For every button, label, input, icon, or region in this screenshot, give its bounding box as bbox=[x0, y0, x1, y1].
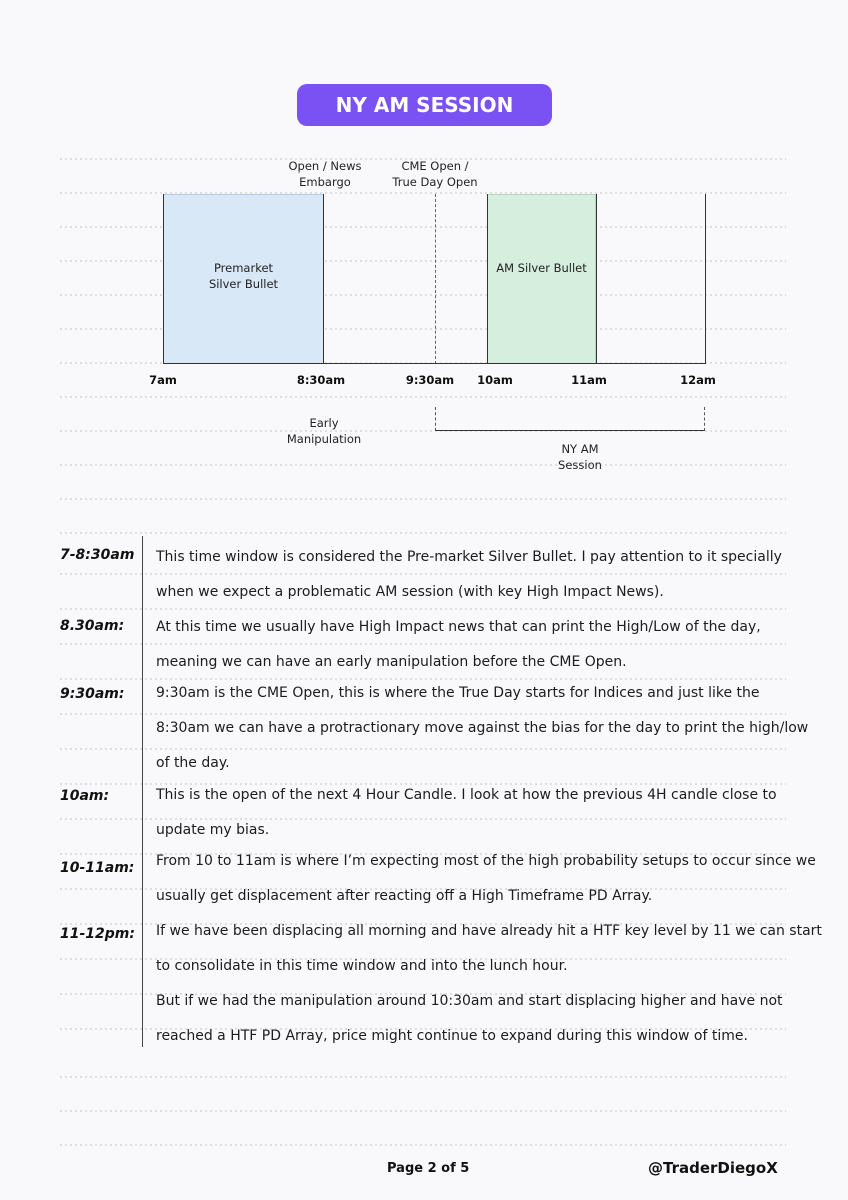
time-label-10am: 10am: bbox=[60, 788, 110, 804]
marker-7am bbox=[163, 194, 164, 364]
page-title: NY AM SESSION bbox=[297, 84, 552, 126]
tick-12am: 12am bbox=[680, 373, 716, 387]
open-news-embargo-label: Open / News Embargo bbox=[288, 159, 362, 189]
ny-am-session-label: NY AM Session bbox=[558, 442, 602, 472]
ny-am-session-bracket bbox=[435, 407, 705, 431]
marker-830am bbox=[323, 194, 324, 364]
am-silver-bullet-box bbox=[487, 194, 596, 364]
tick-7am: 7am bbox=[149, 373, 177, 387]
time-label-10-11am: 10-11am: bbox=[60, 860, 135, 876]
schedule-entry-text: At this time we usually have High Impact news that can print the High/Low of the day, meaning we can have an early manipulation before the CME Open. bbox=[156, 619, 761, 670]
time-label-930am: 9:30am: bbox=[60, 686, 125, 702]
premarket-silver-bullet-label: Premarket Silver Bullet bbox=[208, 261, 279, 291]
schedule-entry-text: This time window is considered the Pre-market Silver Bullet. I pay attention to it specially when we expect a problematic AM session (with key High Impact News). bbox=[156, 549, 782, 600]
tick-930am: 9:30am bbox=[405, 373, 455, 387]
am-silver-bullet-label: AM Silver Bullet bbox=[496, 261, 587, 275]
tick-11am: 11am bbox=[571, 373, 607, 387]
early-manipulation-label: Early Manipulation bbox=[286, 416, 362, 446]
marker-11am bbox=[596, 194, 597, 364]
page-number: Page 2 of 5 bbox=[387, 1161, 470, 1176]
tick-10am: 10am bbox=[477, 373, 513, 387]
time-label-7-830am: 7-8:30am bbox=[60, 547, 135, 563]
cme-open-label: CME Open / True Day Open bbox=[392, 159, 478, 189]
tick-830am: 8:30am bbox=[296, 373, 346, 387]
schedule-entry-text: This is the open of the next 4 Hour Candle. I look at how the previous 4H candle close to update my bias. bbox=[156, 787, 777, 838]
marker-12am bbox=[705, 194, 706, 364]
time-label-830am: 8.30am: bbox=[60, 618, 125, 634]
schedule-entry-text: From 10 to 11am is where I’m expecting most of the high probability setups to occur since we usually get displacement after reacting off a High Timeframe PD Array. bbox=[156, 853, 816, 904]
time-label-11-12pm: 11-12pm: bbox=[60, 926, 135, 942]
author-handle: @TraderDiegoX bbox=[648, 1159, 778, 1177]
schedule-entry-text: 9:30am is the CME Open, this is where the True Day starts for Indices and just like the 8:30am we can have a protractionary move against the bias for the day to print the high/low of the day. bbox=[156, 685, 809, 771]
schedule-entry-text: If we have been displacing all morning and have already hit a HTF key level by 11 we can start to consolidate in this time window and into the lunch hour. But if we had the manipulation around 10:30am and start displacing higher and have not reached a HTF PD Array, price might continue to expand during this window of time. bbox=[156, 923, 822, 1044]
marker-930am bbox=[435, 194, 436, 364]
timeline-baseline bbox=[163, 363, 706, 364]
schedule-divider bbox=[142, 536, 143, 1047]
marker-10am bbox=[487, 194, 488, 364]
